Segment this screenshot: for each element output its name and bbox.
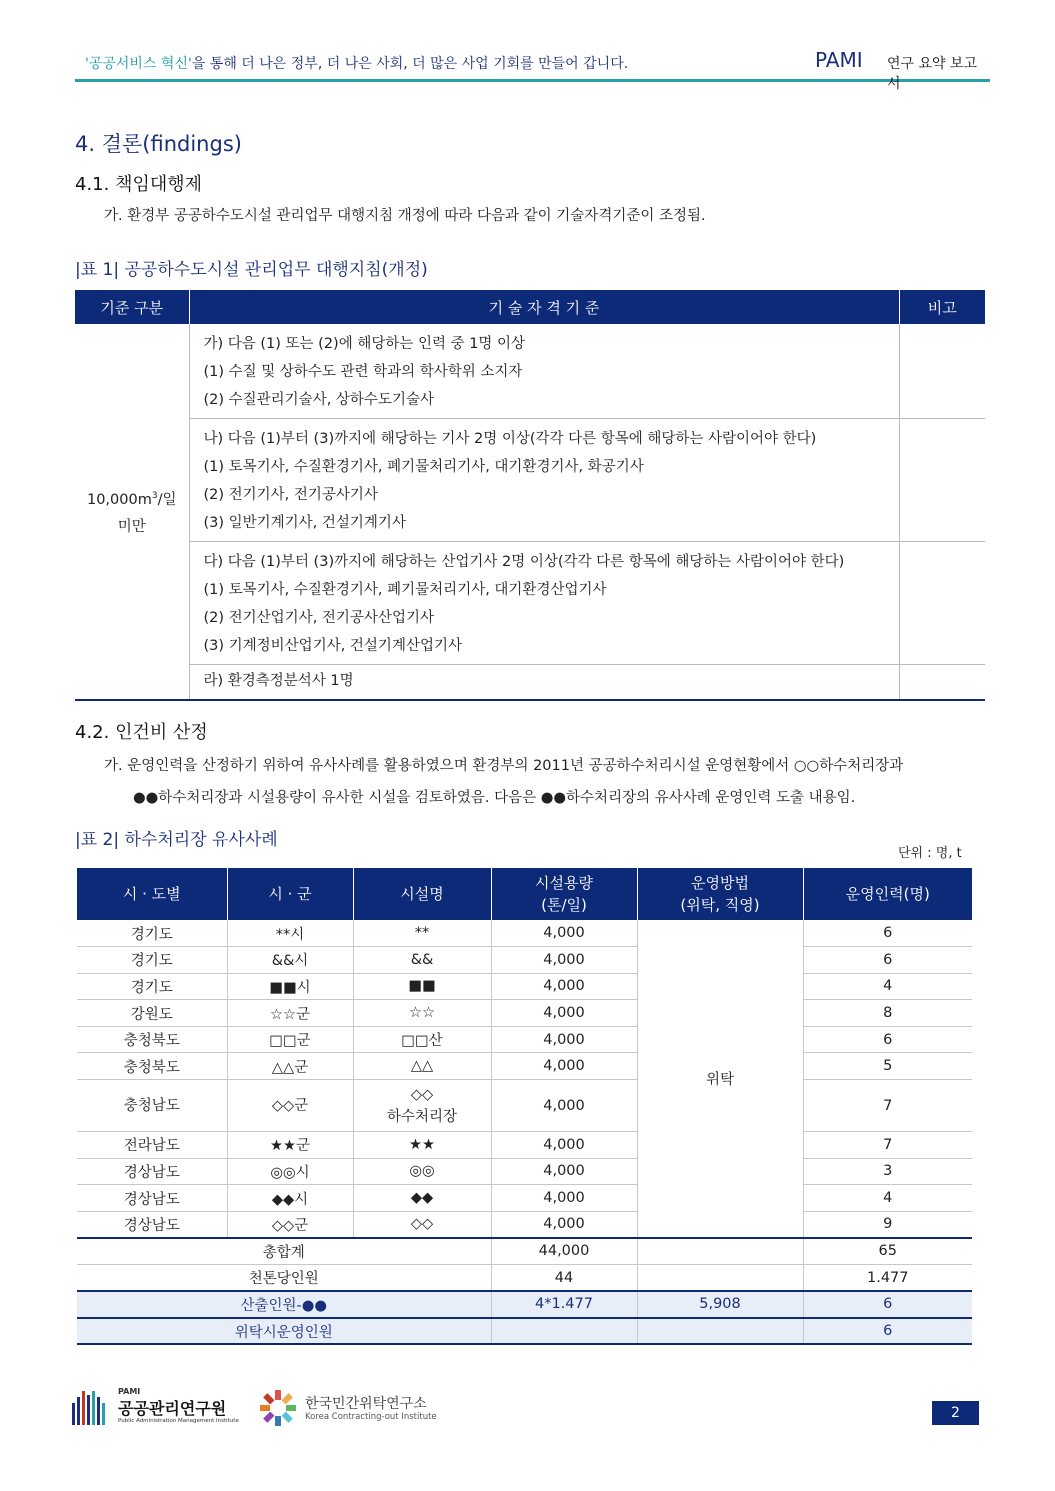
criteria-block-b: 나) 다음 (1)부터 (3)까지에 해당하는 기사 2명 이상(각각 다른 항목에 해당하는 사람이어야 한다) (1) 토목기사, 수질환경기사, 폐기물처리기사, 대기환경기사, 화공기사 (2) 전기기사, 전기공사기사 (3) 일반기계기사, 건설기계기사 [189, 419, 899, 542]
cell-staff: 6 [803, 920, 972, 947]
header-brand: PAMI [815, 48, 863, 72]
summary-row-outsource [77, 1318, 972, 1345]
cell-sido: 전라남도 [77, 1132, 227, 1159]
criteria-block-d: 라) 환경측정분석사 1명 [189, 665, 899, 701]
page-number: 2 [932, 1401, 979, 1425]
slogan-quote: '공공서비스 혁신' [85, 56, 192, 72]
cell-capacity: 4,000 [491, 947, 637, 974]
subsection-4-2-paragraph-line1: 가. 운영인력을 산정하기 위하여 유사사례를 활용하였으며 환경부의 2011년 공공하수처리시설 운영현황에서 ○○하수처리장과 [104, 758, 904, 774]
summary-label: 산출인원-●● [77, 1291, 491, 1318]
cell-staff: 4 [803, 973, 972, 1000]
summary-method [637, 1265, 803, 1292]
kci-logo-name: 한국민간위탁연구소 [305, 1396, 427, 1412]
cell-sigun: &&시 [227, 947, 353, 974]
cell-facility: △△ [353, 1053, 491, 1080]
subsection-4-1-paragraph: 가. 환경부 공공하수도시설 관리업무 대행지침 개정에 따라 다음과 같이 기술자격기준이 조정됨. [104, 208, 706, 224]
cell-sigun: ★★군 [227, 1132, 353, 1159]
cell-sigun: ■■시 [227, 973, 353, 1000]
cell-facility: ◎◎ [353, 1158, 491, 1185]
summary-method [637, 1318, 803, 1345]
kci-logo [258, 1387, 458, 1429]
cell-sido: 경기도 [77, 947, 227, 974]
criteria-row-b [75, 419, 985, 542]
summary-staff: 1.477 [803, 1265, 972, 1292]
summary-method: 5,908 [637, 1291, 803, 1318]
cell-staff: 8 [803, 1000, 972, 1027]
kci-star-icon [258, 1387, 298, 1429]
cell-sigun: ◇◇군 [227, 1080, 353, 1132]
subsection-title-4-2: 4.2. 인건비 산정 [75, 722, 208, 743]
cell-sido: 충청북도 [77, 1026, 227, 1053]
table-row [77, 1053, 972, 1080]
pami-bars-icon [72, 1391, 108, 1425]
header-sigun: 시 · 군 [227, 868, 353, 920]
cell-staff: 7 [803, 1080, 972, 1132]
cell-staff: 5 [803, 1053, 972, 1080]
cell-staff: 7 [803, 1132, 972, 1159]
cell-capacity: 4,000 [491, 920, 637, 947]
page-header [75, 46, 990, 92]
cell-capacity: 4,000 [491, 1000, 637, 1027]
category-line2: 미만 [117, 519, 146, 536]
cell-capacity: 4,000 [491, 1185, 637, 1212]
cell-sido: 경상남도 [77, 1158, 227, 1185]
criteria-block-a: 가) 다음 (1) 또는 (2)에 해당하는 인력 중 1명 이상 (1) 수질 및 상하수도 관련 학과의 학사학위 소지자 (2) 수질관리기술사, 상하수도기술사 [189, 324, 899, 419]
cell-sido: 충청남도 [77, 1080, 227, 1132]
qualification-table [75, 290, 985, 701]
cell-facility: ☆☆ [353, 1000, 491, 1027]
kci-logo-english: Korea Contracting-out Institute [305, 1412, 437, 1422]
summary-capacity: 44,000 [491, 1238, 637, 1265]
cell-capacity: 4,000 [491, 1158, 637, 1185]
subsection-4-2-paragraph-line2: ●●하수처리장과 시설용량이 유사한 시설을 검토하였음. 다음은 ●●하수처리장의 유사사례 운영인력 도출 내용임. [133, 790, 856, 806]
cell-sido: 강원도 [77, 1000, 227, 1027]
header-remark: 비고 [899, 290, 985, 324]
pami-logo-english: Public Administration Management Institute [118, 1418, 239, 1424]
summary-staff: 65 [803, 1238, 972, 1265]
cell-sigun: □□군 [227, 1026, 353, 1053]
cell-sido: 충청북도 [77, 1053, 227, 1080]
cell-facility: ■■ [353, 973, 491, 1000]
summary-capacity: 4*1.477 [491, 1291, 637, 1318]
table-row [77, 920, 972, 947]
cell-sigun: △△군 [227, 1053, 353, 1080]
header-method: 운영방법 (위탁, 직영) [637, 868, 803, 920]
cell-method-merged: 위탁 [637, 920, 803, 1238]
header-sido: 시 · 도별 [77, 868, 227, 920]
cell-facility: ◆◆ [353, 1185, 491, 1212]
table-row [77, 1026, 972, 1053]
cell-staff: 6 [803, 1026, 972, 1053]
summary-label: 천톤당인원 [77, 1265, 491, 1292]
cell-capacity: 4,000 [491, 1080, 637, 1132]
table-row [77, 1000, 972, 1027]
similar-cases-table [77, 868, 972, 1345]
cell-staff: 6 [803, 947, 972, 974]
header-report-title: 연구 요약 보고서 [887, 56, 978, 92]
cell-staff: 4 [803, 1185, 972, 1212]
page-footer [72, 1383, 982, 1433]
summary-label: 위탁시운영인원 [77, 1318, 491, 1345]
pami-logo [72, 1387, 239, 1429]
header-capacity: 시설용량 (톤/일) [491, 868, 637, 920]
cell-staff: 3 [803, 1158, 972, 1185]
summary-method [637, 1238, 803, 1265]
criteria-row-c [75, 542, 985, 665]
table-row [77, 973, 972, 1000]
summary-row-total [77, 1238, 972, 1265]
cell-capacity: 4,000 [491, 1053, 637, 1080]
cell-sigun: ◇◇군 [227, 1211, 353, 1238]
cell-facility: ◇◇ 하수처리장 [353, 1080, 491, 1132]
criteria-row-d [75, 665, 985, 701]
slogan-rest: 을 통해 더 나은 정부, 더 나은 사회, 더 많은 사업 기회를 만들어 갑니다. [191, 56, 629, 72]
summary-capacity [491, 1318, 637, 1345]
table2-unit: 단위 : 명, t [898, 846, 962, 861]
subsection-title-4-1: 4.1. 책임대행제 [75, 174, 203, 195]
similar-cases-header [77, 868, 972, 920]
criteria-row-a [75, 324, 985, 419]
category-line1: $10,000m^3/$일 [86, 490, 177, 508]
table-row [77, 1211, 972, 1238]
remark-cell [899, 665, 985, 701]
summary-staff: 6 [803, 1318, 972, 1345]
cell-capacity: 4,000 [491, 973, 637, 1000]
remark-cell [899, 419, 985, 542]
cell-sigun: ◎◎시 [227, 1158, 353, 1185]
cell-facility: ★★ [353, 1132, 491, 1159]
table-row [77, 1080, 972, 1132]
summary-row-per-thousand [77, 1265, 972, 1292]
cell-facility: ◇◇ [353, 1211, 491, 1238]
cell-capacity: 4,000 [491, 1211, 637, 1238]
cell-facility: && [353, 947, 491, 974]
summary-staff: 6 [803, 1291, 972, 1318]
criteria-block-c: 다) 다음 (1)부터 (3)까지에 해당하는 산업기사 2명 이상(각각 다른 항목에 해당하는 사람이어야 한다) (1) 토목기사, 수질환경기사, 폐기물처리기사, 대기환경산업기사 (2) 전기산업기사, 전기공사산업기사 (3) 기계정비산업기사, 건설기계산업기사 [189, 542, 899, 665]
table-row [77, 947, 972, 974]
summary-row-calc [77, 1291, 972, 1318]
cell-staff: 9 [803, 1211, 972, 1238]
cell-facility: □□산 [353, 1026, 491, 1053]
cell-capacity: 4,000 [491, 1026, 637, 1053]
table-row [77, 1132, 972, 1159]
cell-sido: 경기도 [77, 973, 227, 1000]
summary-capacity: 44 [491, 1265, 637, 1292]
remark-cell [899, 542, 985, 665]
table-row [77, 1158, 972, 1185]
section-title: 4. 결론(findings) [75, 132, 242, 156]
cell-facility: ** [353, 920, 491, 947]
cell-sido: 경상남도 [77, 1185, 227, 1212]
cell-sido: 경기도 [77, 920, 227, 947]
table1-caption: |표 1| 공공하수도시설 관리업무 대행지침(개정) [75, 260, 428, 280]
qualification-table-header [75, 290, 985, 324]
table-row [77, 1185, 972, 1212]
header-facility: 시설명 [353, 868, 491, 920]
table2-caption: |표 2| 하수처리장 유사사례 [75, 830, 278, 850]
pami-logo-small: PAMI [118, 1387, 141, 1396]
cell-capacity: 4,000 [491, 1132, 637, 1159]
pami-logo-name: 공공관리연구원 [118, 1399, 227, 1418]
header-criteria: 기 술 자 격 기 준 [189, 290, 899, 324]
remark-cell [899, 324, 985, 419]
cell-sigun: ☆☆군 [227, 1000, 353, 1027]
header-category: 기준 구분 [75, 290, 189, 324]
summary-label: 총합계 [77, 1238, 491, 1265]
category-cell [75, 324, 189, 700]
cell-sido: 경상남도 [77, 1211, 227, 1238]
header-slogan [85, 53, 628, 73]
cell-sigun: **시 [227, 920, 353, 947]
cell-sigun: ◆◆시 [227, 1185, 353, 1212]
header-staff: 운영인력(명) [803, 868, 972, 920]
